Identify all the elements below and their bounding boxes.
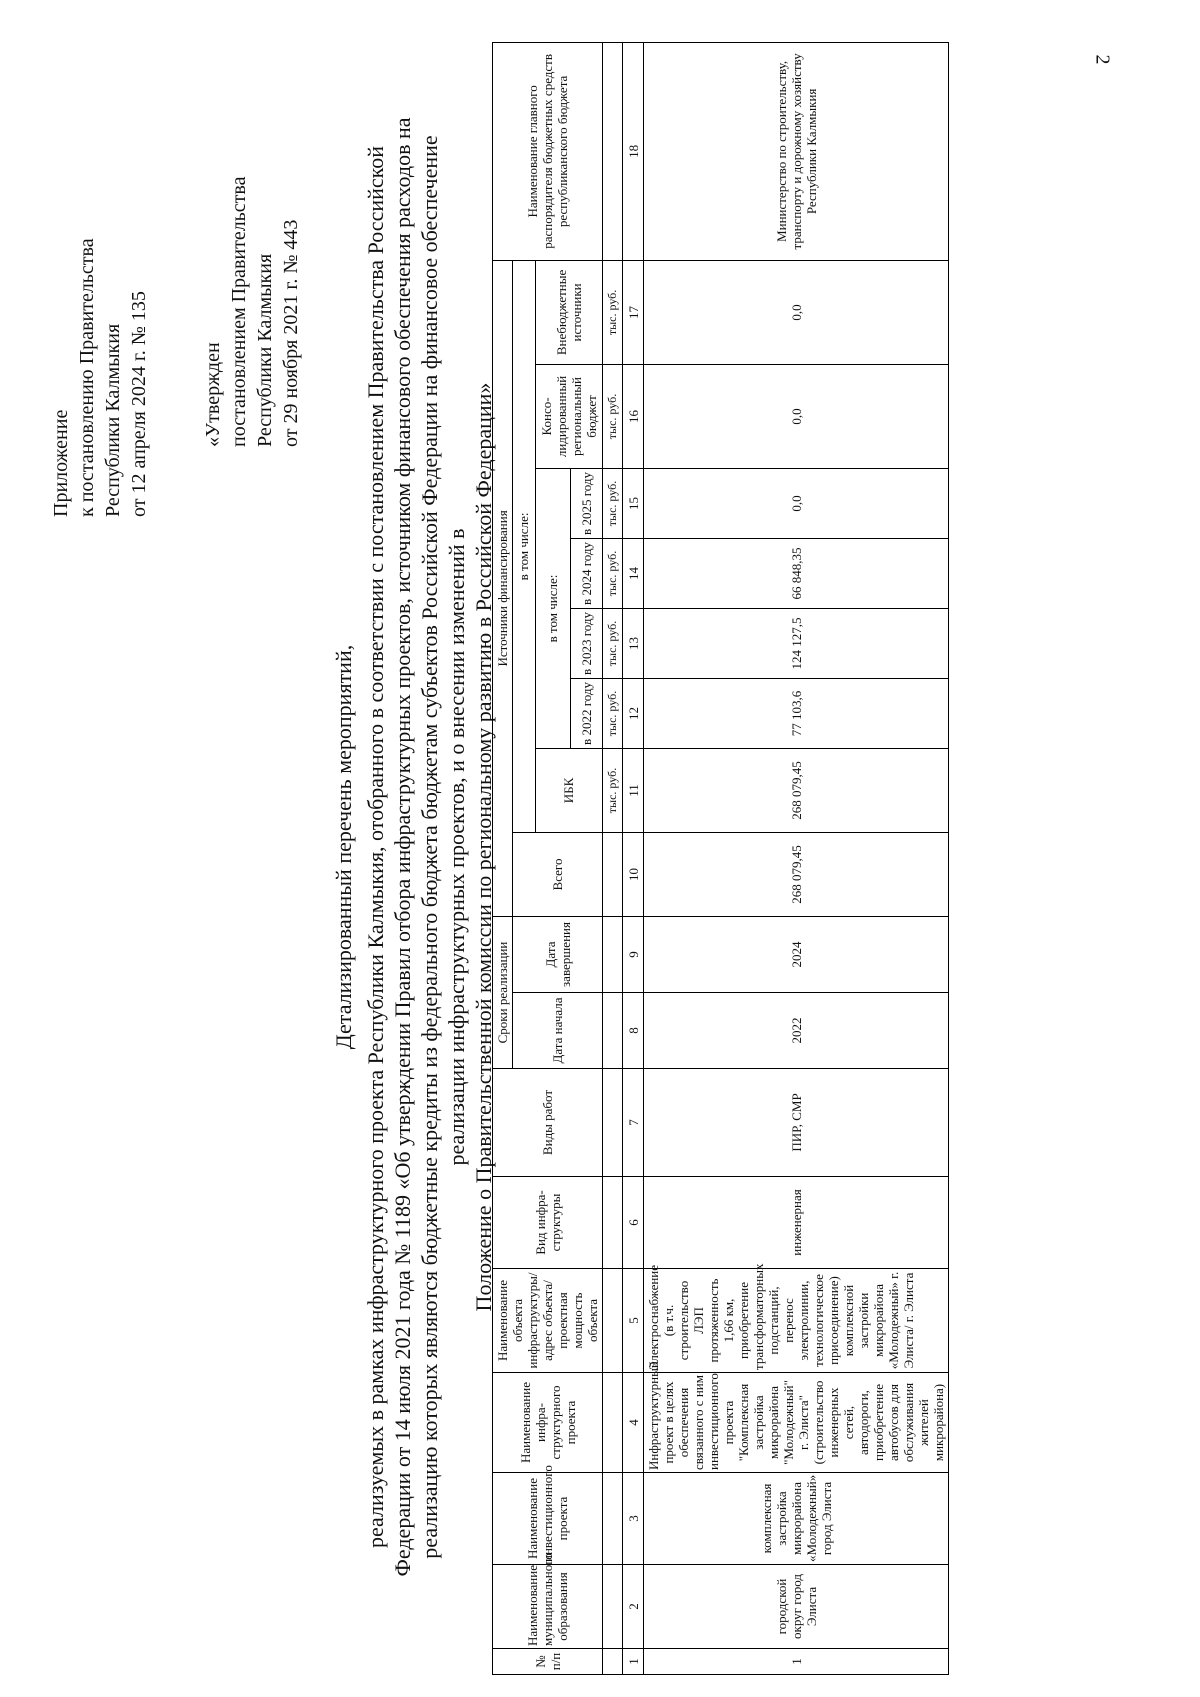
- header-end: Дата завершения: [513, 916, 603, 992]
- header-ibk: ИБК: [535, 748, 603, 832]
- column-number: 6: [623, 1177, 644, 1269]
- column-number: 13: [623, 608, 644, 678]
- header-object: Наименование объекта инфраструктуры/ адрес объекта/ проектная мощность объекта: [493, 1269, 603, 1373]
- unit-cell: тыс. руб.: [603, 608, 623, 678]
- appendix-line: Республики Калмыкия: [102, 323, 124, 517]
- column-number: 4: [623, 1373, 644, 1473]
- header-work-types: Виды работ: [493, 1069, 603, 1177]
- row-distributor: Министерство по строительству, транспорту и дорожному хозяйству Республики Калмыкия: [644, 42, 949, 260]
- column-number: 15: [623, 468, 644, 538]
- unit-cell: тыс. руб.: [603, 678, 623, 748]
- row-y2024: 66 848,35: [644, 538, 949, 608]
- appendix-line: к постановлению Правительства: [76, 238, 98, 517]
- row-start: 2022: [644, 993, 949, 1069]
- column-number: 10: [623, 832, 644, 916]
- header-num: № п/п: [493, 1649, 603, 1675]
- header-y2023: в 2023 году: [570, 608, 603, 678]
- title-line: Федерации от 14 июля 2021 года № 1189 «Об утверждении Правил отбора инфраструктурных проектов, источником финансового обеспечения расходов на: [390, 117, 415, 1577]
- header-terms: Сроки реализации: [493, 916, 513, 1068]
- appendix-stamp: [48, 238, 152, 517]
- column-number: 5: [623, 1269, 644, 1373]
- column-number: 12: [623, 678, 644, 748]
- row-total: 268 079,45: [644, 832, 949, 916]
- row-y2022: 77 103,6: [644, 678, 949, 748]
- unit-cell: тыс. руб.: [603, 364, 623, 468]
- approved-stamp: [188, 177, 304, 447]
- unit-cell: тыс. руб.: [603, 538, 623, 608]
- appendix-line: от 12 апреля 2024 г. № 135: [128, 291, 150, 517]
- row-end: 2024: [644, 916, 949, 992]
- table-row: [644, 42, 949, 1674]
- unit-row: [603, 42, 623, 1674]
- header-incl: в том числе:: [513, 260, 536, 832]
- header-start: Дата начала: [513, 993, 603, 1069]
- title-heading: Детализированный перечень мероприятий,: [331, 644, 356, 1050]
- row-extrabudget: 0,0: [644, 260, 949, 364]
- title-line: Положение о Правительственной комиссии по региональному развитию в Российской Федерации»: [471, 382, 496, 1312]
- row-object: Электроснабжение (в т.ч. строительство ЛЭП протяженность 1,66 км, приобретение трансформаторных подстанций, перенос электролинии, технологическое присоединение) комплексной застройки микрорайона «Молодежный» г. Элиста/ г. Элиста: [644, 1269, 949, 1373]
- header-investment-project: Наименование инвестиционного проекта: [493, 1473, 603, 1565]
- unit-cell: тыс. руб.: [603, 748, 623, 832]
- row-municipality: городской округ город Элиста: [644, 1565, 949, 1649]
- column-number: 11: [623, 748, 644, 832]
- header-distributor: Наименование главного распорядителя бюджетных средств республиканского бюджета: [493, 42, 603, 260]
- column-number-row: [623, 42, 644, 1674]
- column-number: 7: [623, 1069, 644, 1177]
- header-extrabudget: Внебюджетные источники: [535, 260, 603, 364]
- row-y2025: 0,0: [644, 468, 949, 538]
- header-consolidated: Консо-лидированный региональный бюджет: [535, 364, 603, 468]
- column-number: 16: [623, 364, 644, 468]
- row-investment-project: комплексная застройка микрорайона «Молодежный» город Элиста: [644, 1473, 949, 1565]
- approved-line: «Утвержден: [202, 342, 224, 447]
- column-number: 1: [623, 1649, 644, 1675]
- column-number: 17: [623, 260, 644, 364]
- header-sources: Источники финансирования: [493, 260, 513, 916]
- row-infra-type: инженерная: [644, 1177, 949, 1269]
- column-number: 9: [623, 916, 644, 992]
- unit-cell: тыс. руб.: [603, 468, 623, 538]
- column-number: 14: [623, 538, 644, 608]
- column-number: 2: [623, 1565, 644, 1649]
- header-row: [493, 42, 513, 1674]
- row-consolidated: 0,0: [644, 364, 949, 468]
- row-y2023: 124 127,5: [644, 608, 949, 678]
- appendix-line: Приложение: [50, 409, 72, 517]
- document-title: [330, 37, 497, 1657]
- row-infra-project: Инфраструктурный проект в целях обеспечения связанного с ним инвестиционного проекта "Комплексная застройка микрорайона "Молодежный" г. Элиста" (строительство инженерных сетей, автодороги, приобретение автобусов для обслуживания жителей микрорайона): [644, 1373, 949, 1473]
- title-line: реализацию которых являются бюджетные кредиты из федерального бюджета бюджетам субъектов Российской Федерации на финансовое обеспечение: [417, 135, 442, 1559]
- header-total: Всего: [513, 832, 603, 916]
- page-number: 2: [1091, 54, 1114, 65]
- title-line: реализации инфраструктурных проектов, и о внесении изменений в: [444, 528, 469, 1166]
- column-number: 8: [623, 993, 644, 1069]
- header-y2024: в 2024 году: [570, 538, 603, 608]
- title-line: реализуемых в рамках инфраструктурного проекта Республики Калмыкия, отобранного в соответствии с постановлением Правительства Российской: [363, 146, 388, 1548]
- row-ibk: 268 079,45: [644, 748, 949, 832]
- header-y2025: в 2025 году: [570, 468, 603, 538]
- unit-cell: тыс. руб.: [603, 260, 623, 364]
- measures-table: [492, 42, 949, 1675]
- row-work-types: ПИР, СМР: [644, 1069, 949, 1177]
- header-infra-type: Вид инфра-структуры: [493, 1177, 603, 1269]
- header-infra-project: Наименование инфра-структурного проекта: [493, 1373, 603, 1473]
- header-incl2: в том числе:: [535, 468, 570, 748]
- column-number: 18: [623, 42, 644, 260]
- column-number: 3: [623, 1473, 644, 1565]
- approved-line: постановлением Правительства: [228, 176, 250, 447]
- header-municipality: Наименование муниципального образования: [493, 1565, 603, 1649]
- approved-line: от 29 ноября 2021 г. № 443: [280, 219, 302, 447]
- header-y2022: в 2022 году: [570, 678, 603, 748]
- row-num: 1: [644, 1649, 949, 1675]
- approved-line: Республики Калмыкия: [254, 253, 276, 447]
